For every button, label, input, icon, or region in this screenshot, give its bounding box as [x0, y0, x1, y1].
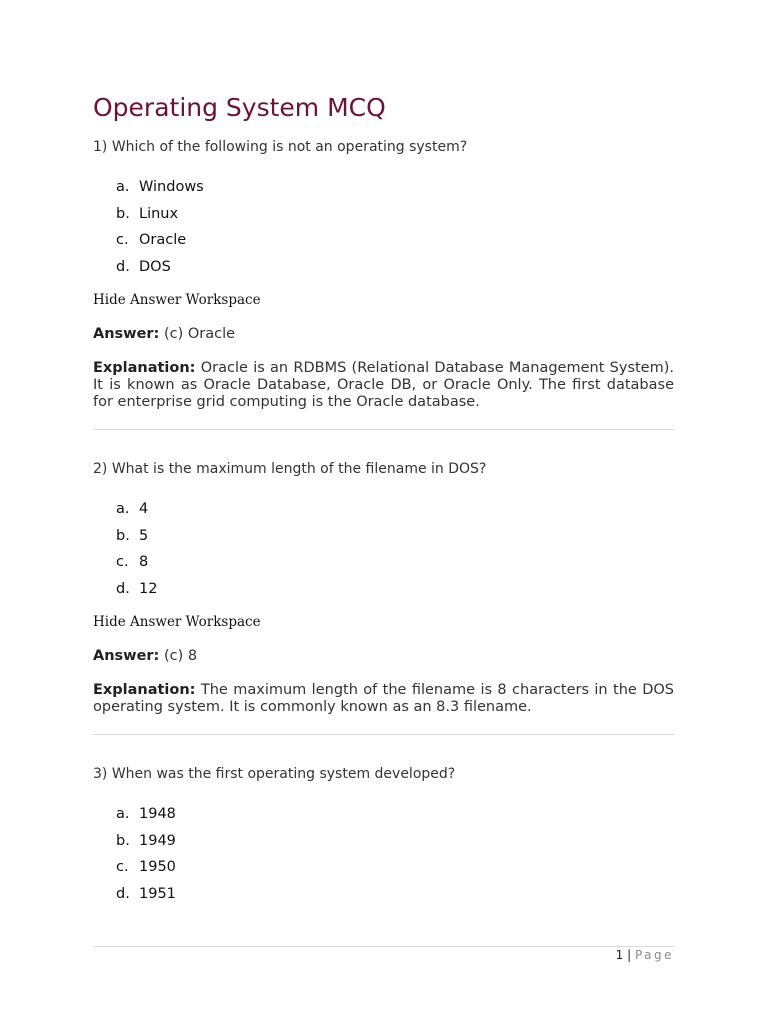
explanation-text: The maximum length of the filename is 8 characters in the DOS operating system. It is commonly known as an 8.3 filename.	[93, 682, 674, 715]
page-number: 1	[615, 948, 624, 962]
divider	[93, 734, 674, 735]
hide-answer-link-1[interactable]: Hide Answer Workspace	[93, 292, 261, 308]
answer-value: (c) 8	[163, 648, 198, 664]
explanation-2	[93, 682, 674, 716]
divider	[93, 429, 674, 430]
answer-label: Answer:	[93, 648, 160, 664]
question-1: 1) Which of the following is not an operating system?	[93, 139, 468, 155]
answer-1	[93, 326, 235, 342]
explanation-1	[93, 360, 674, 411]
explanation-text: Oracle is an RDBMS (Relational Database Management System). It is known as Oracle Database, Oracle DB, or Oracle Only. The first database for enterprise grid computing is the Oracle database.	[93, 360, 674, 410]
answer-label: Answer:	[93, 326, 160, 342]
page-title: Operating System MCQ	[93, 93, 386, 122]
answer-2	[93, 648, 197, 664]
page-label: Page	[634, 948, 674, 962]
footer-separator: |	[627, 948, 632, 962]
hide-answer-link-2[interactable]: Hide Answer Workspace	[93, 614, 261, 630]
page-footer	[616, 948, 674, 962]
question-2: 2) What is the maximum length of the filename in DOS?	[93, 461, 487, 477]
footer-divider	[93, 946, 674, 947]
answer-value: (c) Oracle	[163, 326, 236, 342]
explanation-label: Explanation:	[93, 682, 196, 698]
explanation-label: Explanation:	[93, 360, 196, 376]
question-3: 3) When was the first operating system developed?	[93, 766, 456, 782]
